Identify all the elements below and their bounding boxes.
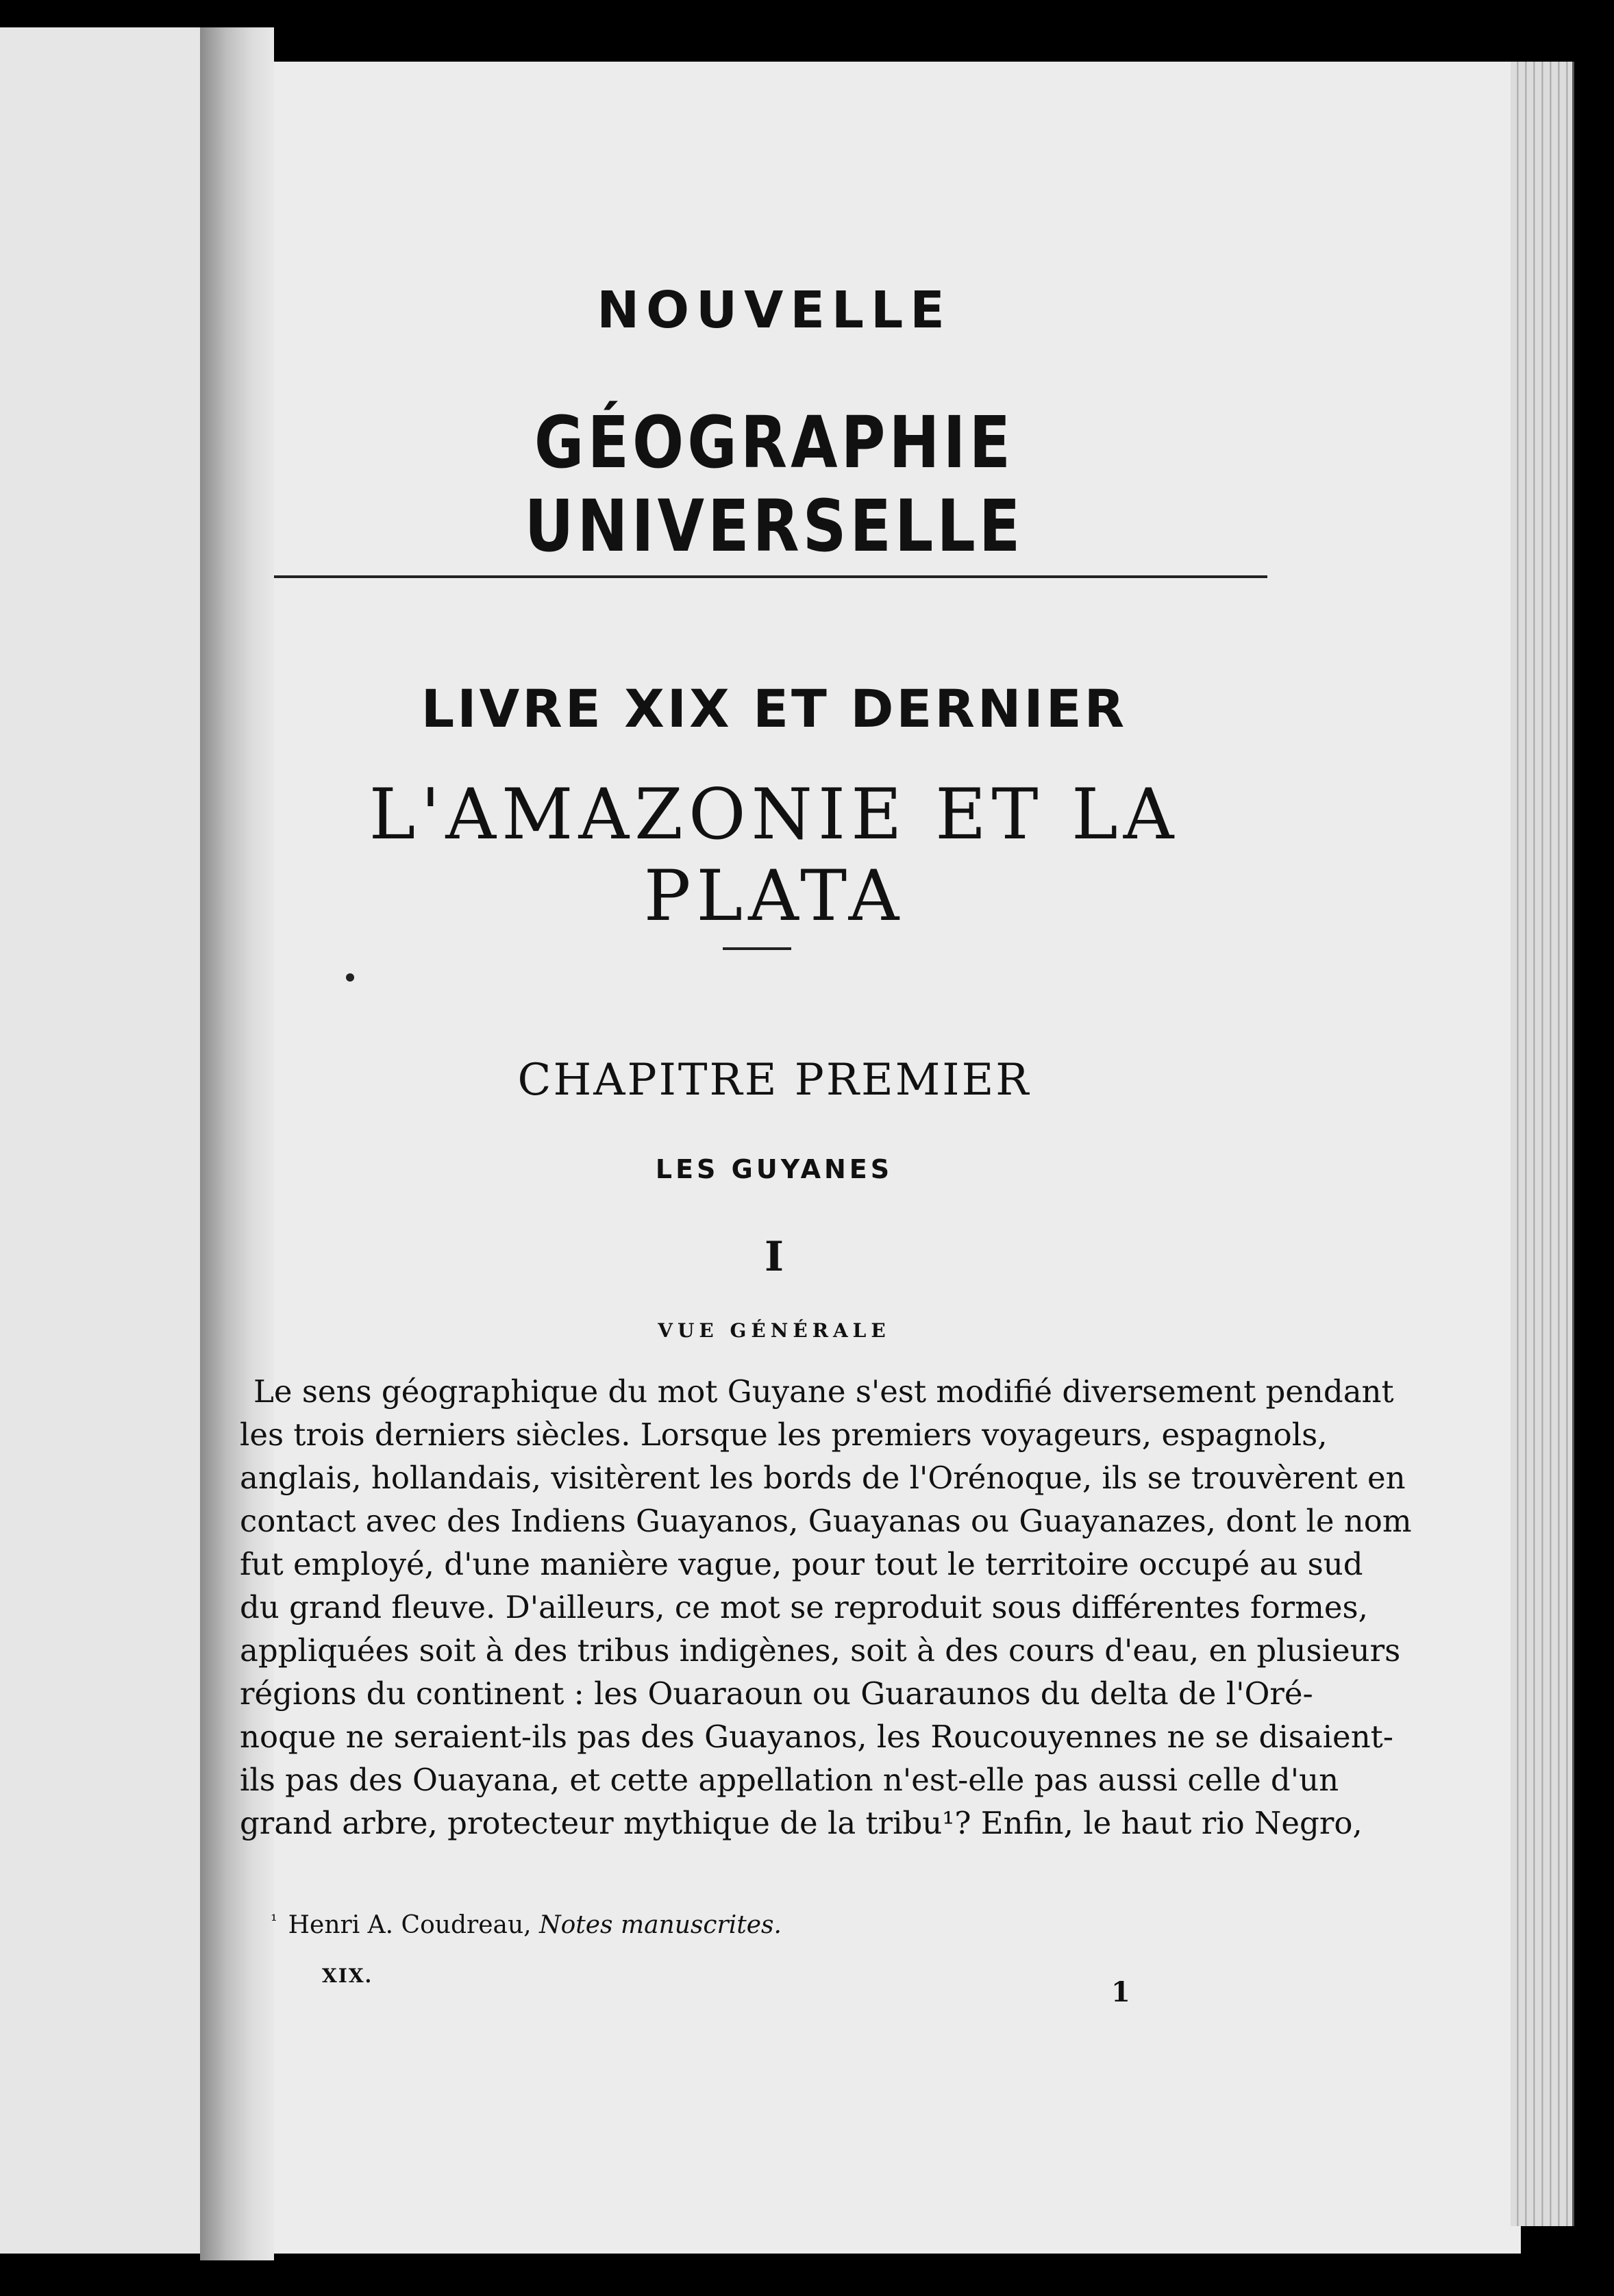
body-line: fut employé, d'une manière vague, pour tout le territoire occupé au sud <box>240 1546 1363 1582</box>
short-rule <box>723 947 791 950</box>
ink-dot <box>346 973 354 982</box>
series-title: GÉOGRAPHIE UNIVERSELLE <box>524 401 1024 568</box>
book-title: L'AMAZONIE ET LA PLATA <box>369 774 1180 937</box>
footnote <box>271 1911 782 1939</box>
body-line: noque ne seraient-ils pas des Guayanos, les Roucouyennes ne se disaient- <box>240 1719 1393 1755</box>
body-line: régions du continent : les Ouaraoun ou Guaraunos du delta de l'Oré- <box>240 1675 1313 1712</box>
section-title: VUE GÉNÉRALE <box>658 1319 891 1342</box>
body-line: grand arbre, protecteur mythique de la tribu¹? Enfin, le haut rio Negro, <box>240 1805 1363 1841</box>
footnote-author: Henri A. Coudreau, <box>288 1911 532 1939</box>
section-number: I <box>764 1233 784 1281</box>
header-rule <box>274 575 1267 578</box>
body-line: du grand fleuve. D'ailleurs, ce mot se reproduit sous différentes formes, <box>240 1589 1368 1625</box>
chapter-subtitle: LES GUYANES <box>655 1154 893 1184</box>
body-line: anglais, hollandais, visitèrent les bords de l'Orénoque, ils se trouvèrent en <box>240 1460 1406 1496</box>
body-line: ils pas des Ouayana, et cette appellation n'est-elle pas aussi celle d'un <box>240 1762 1339 1798</box>
page-number: 1 <box>1111 1976 1130 2008</box>
body-line: appliquées soit à des tribus indigènes, soit à des cours d'eau, en plusieurs <box>240 1632 1401 1669</box>
body-line: les trois derniers siècles. Lorsque les premiers voyageurs, espagnols, <box>240 1417 1328 1453</box>
footnote-marker: ¹ <box>271 1911 277 1930</box>
book-number: LIVRE XIX ET DERNIER <box>421 678 1128 739</box>
facing-page <box>0 27 203 2254</box>
body-line: contact avec des Indiens Guayanos, Guayanas ou Guayanazes, dont le nom <box>240 1503 1412 1539</box>
body-line: Le sens géographique du mot Guyane s'est modifié diversement pendant <box>253 1373 1394 1410</box>
book-gutter <box>200 27 274 2260</box>
signature-mark: XIX. <box>322 1964 373 1987</box>
footnote-work: Notes manuscrites. <box>539 1911 782 1939</box>
series-small-title: NOUVELLE <box>597 281 952 340</box>
body-text <box>240 1370 1412 1845</box>
page-edges <box>1511 62 1574 2226</box>
chapter-label: CHAPITRE PREMIER <box>517 1055 1031 1106</box>
